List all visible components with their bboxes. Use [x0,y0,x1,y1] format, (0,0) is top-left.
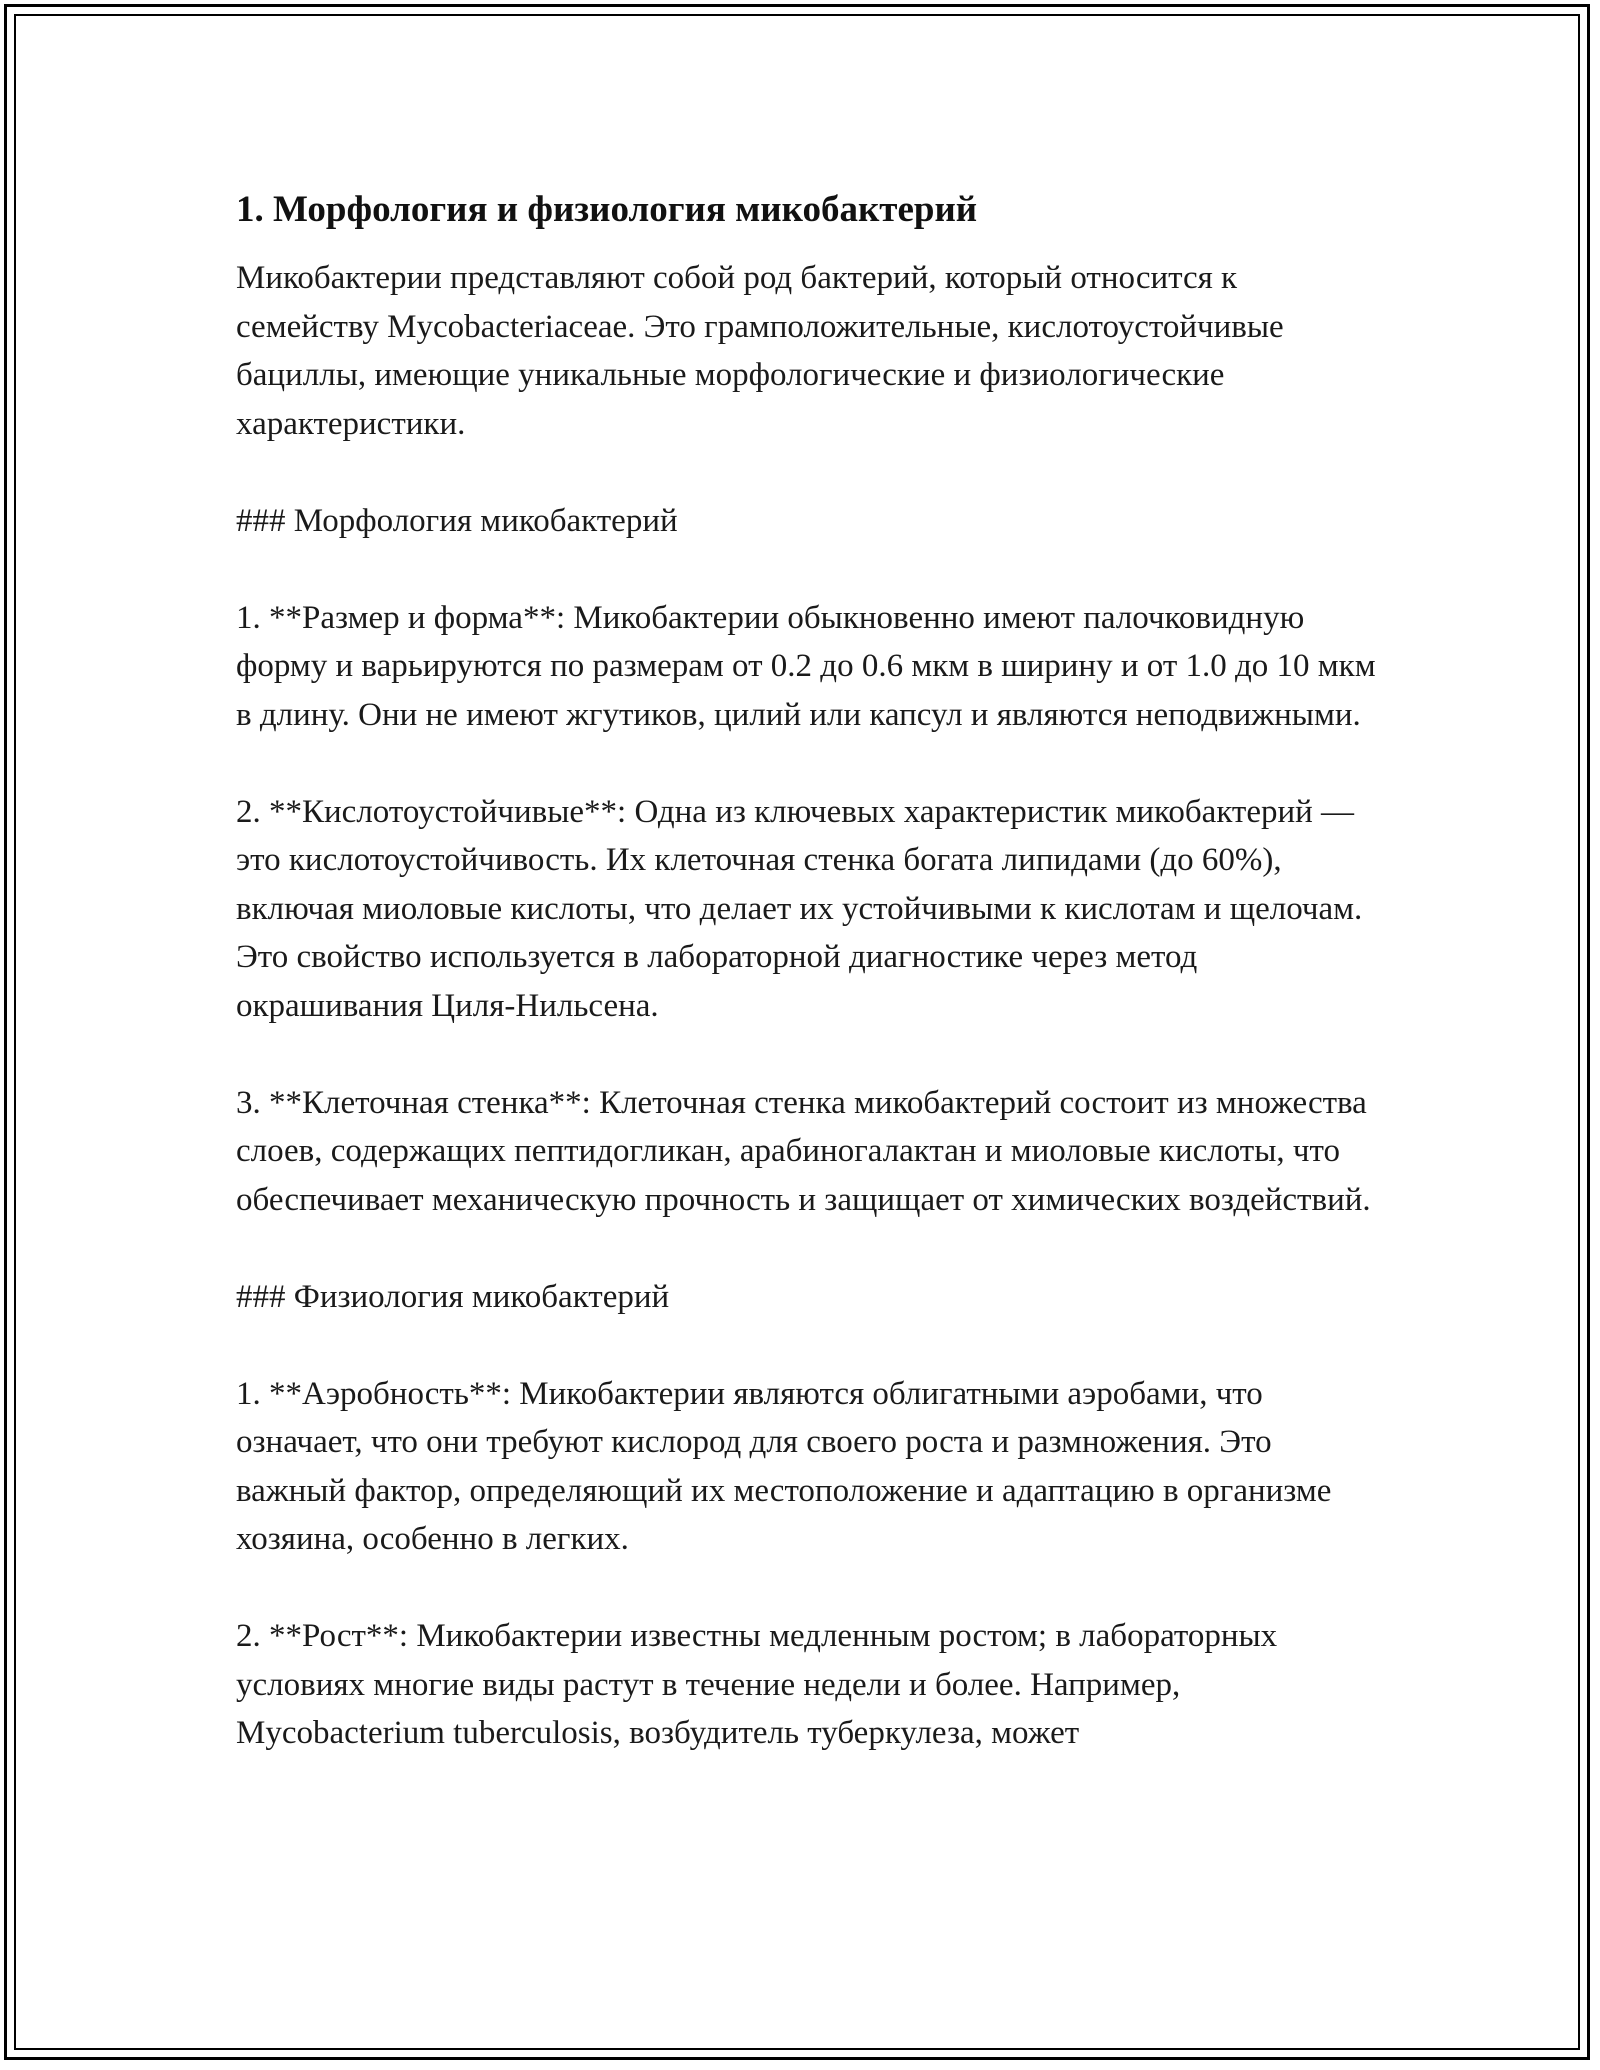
document-body [236,186,1376,1758]
subheading-physiology: ### Физиология микобактерий [236,1278,670,1315]
subheading-morphology: ### Морфология микобактерий [236,502,678,539]
paragraph-cell-wall: 3. **Клеточная стенка**: Клеточная стенка микобактерий состоит из множества слоев, содержащих пептидогликан, арабиногалактан и миоловые кислоты, что обеспечивает механическую прочность и защищает от химических воздействий. [236,1084,1371,1218]
intro-paragraph: Микобактерии представляют собой род бактерий, который относится к семейству Mycobacteriaceae. Это грамположительные, кислотоустойчивые бациллы, имеющие уникальные морфологические и физиологические характеристики. [236,260,1284,442]
section-heading: 1. Морфология и физиология микобактерий [236,189,978,230]
paragraph-growth: 2. **Рост**: Микобактерии известны медленным ростом; в лабораторных условиях многие виды растут в течение недели и более. Например, Mycobacterium tuberculosis, возбудитель туберкулеза, может [236,1618,1278,1751]
paragraph-aerobic: 1. **Аэробность**: Микобактерии являются облигатными аэробами, что означает, что они требуют кислород для своего роста и размножения. Это важный фактор, определяющий их местоположение и адаптацию в организме хозяина, особенно в легких. [236,1375,1332,1557]
paragraph-size-shape: 1. **Размер и форма**: Микобактерии обыкновенно имеют палочковидную форму и варьируются по размерам от 0.2 до 0.6 мкм в ширину и от 1.0 до 10 мкм в длину. Они не имеют жгутиков, цилий или капсул и являются неподвижными. [236,599,1376,733]
paragraph-acid-fast: 2. **Кислотоустойчивые**: Одна из ключевых характеристик микобактерий — это кислотоустойчивость. Их клеточная стенка богата липидами (до 60%), включая миоловые кислоты, что делает их устойчивыми к кислотам и щелочам. Это свойство используется в лабораторной диагностике через метод окрашивания Циля-Нильсена. [236,793,1363,1024]
